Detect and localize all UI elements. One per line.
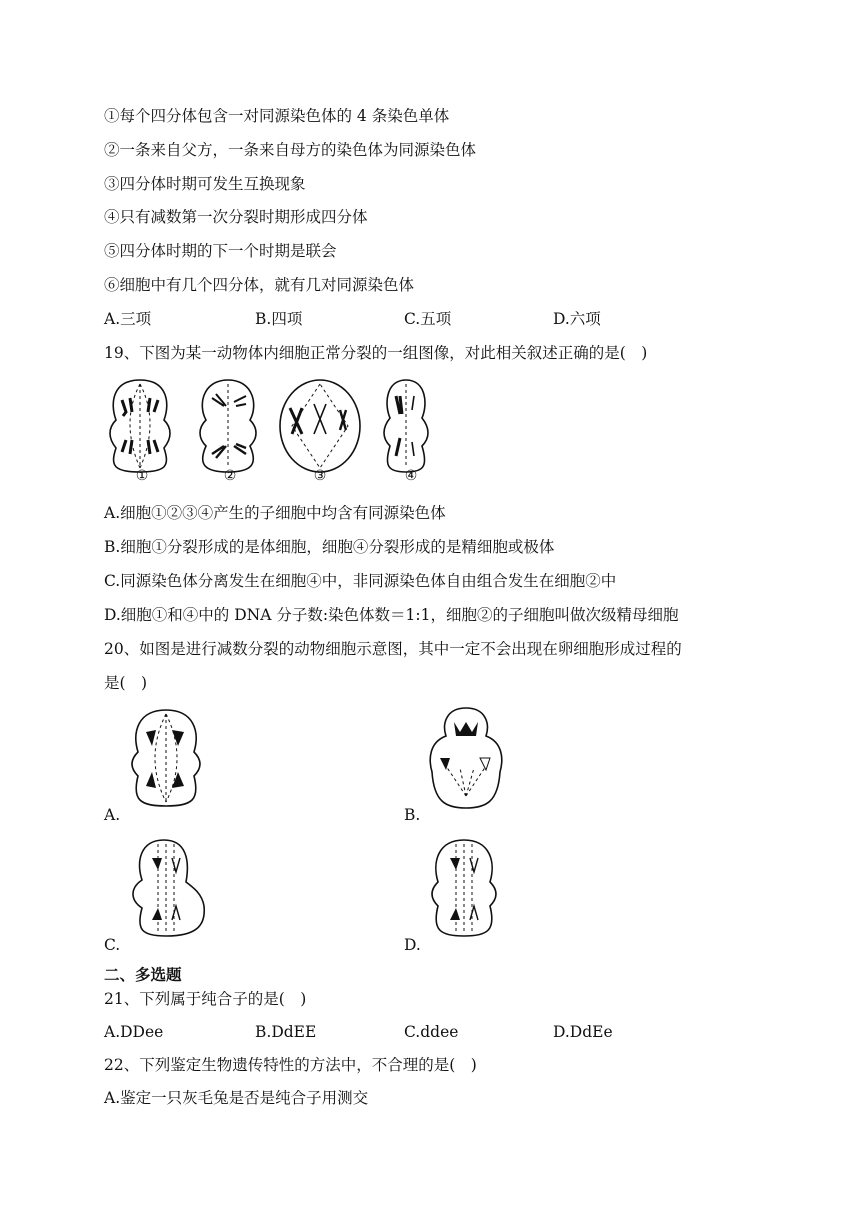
q21-option-b: B.DdEE xyxy=(255,1023,317,1041)
q18-option-d: D.六项 xyxy=(553,310,601,328)
q20-figure-a xyxy=(124,706,208,810)
q21-option-c: C.ddee xyxy=(404,1023,459,1041)
statement-6: ⑥细胞中有几个四分体，就有几对同源染色体 xyxy=(104,276,415,294)
q20-figure-c xyxy=(124,836,208,940)
q21-option-d: D.DdEe xyxy=(553,1023,613,1041)
statement-1: ①每个四分体包含一对同源染色体的 4 条染色单体 xyxy=(104,107,450,125)
q20-label-c: C. xyxy=(104,936,121,954)
statement-3: ③四分体时期可发生互换现象 xyxy=(104,175,306,193)
figure-label-4: ④ xyxy=(404,468,418,484)
q20-label-b: B. xyxy=(404,806,421,824)
q20-figure-d xyxy=(424,836,504,940)
q22-option-a: A.鉴定一只灰毛兔是否是纯合子用测交 xyxy=(104,1089,369,1107)
q21-stem: 21、下列属于纯合子的是( ) xyxy=(104,990,307,1008)
q19-option-a: A.细胞①②③④产生的子细胞中均含有同源染色体 xyxy=(104,504,446,522)
q20-figure-b xyxy=(424,706,508,812)
q20-label-d: D. xyxy=(404,936,421,954)
q21-option-a: A.DDee xyxy=(104,1023,164,1041)
q20-stem-line1: 20、如图是进行减数分裂的动物细胞示意图，其中一定不会出现在卵细胞形成过程的 xyxy=(104,640,682,658)
cell-2-diagram xyxy=(200,380,256,472)
q18-option-a: A.三项 xyxy=(104,310,152,328)
cell-4-diagram xyxy=(384,380,428,472)
q20-stem-line2: 是( ) xyxy=(104,674,148,692)
q19-option-c: C.同源染色体分离发生在细胞④中，非同源染色体自由组合发生在细胞②中 xyxy=(104,572,617,590)
q18-option-b: B.四项 xyxy=(255,310,303,328)
statement-4: ④只有减数第一次分裂时期形成四分体 xyxy=(104,208,368,226)
statement-2: ②一条来自父方，一条来自母方的染色体为同源染色体 xyxy=(104,141,477,159)
figure-label-1: ① xyxy=(135,468,149,484)
q20-label-a: A. xyxy=(104,806,121,824)
q19-option-d: D.细胞①和④中的 DNA 分子数:染色体数＝1:1，细胞②的子细胞叫做次级精母细胞 xyxy=(104,606,679,624)
q19-stem: 19、下图为某一动物体内细胞正常分裂的一组图像，对此相关叙述正确的是( ) xyxy=(104,344,648,362)
q19-option-b: B.细胞①分裂形成的是体细胞，细胞④分裂形成的是精细胞或极体 xyxy=(104,538,555,556)
q18-option-c: C.五项 xyxy=(404,310,452,328)
figure-label-3: ③ xyxy=(313,468,327,484)
q22-stem: 22、下列鉴定生物遗传特性的方法中，不合理的是( ) xyxy=(104,1056,477,1074)
cell-3-diagram xyxy=(280,380,360,472)
figure-label-2: ② xyxy=(223,468,237,484)
cell-1-diagram xyxy=(110,380,170,472)
section-title-multi-choice: 二、多选题 xyxy=(104,965,182,984)
statement-5: ⑤四分体时期的下一个时期是联会 xyxy=(104,242,337,260)
